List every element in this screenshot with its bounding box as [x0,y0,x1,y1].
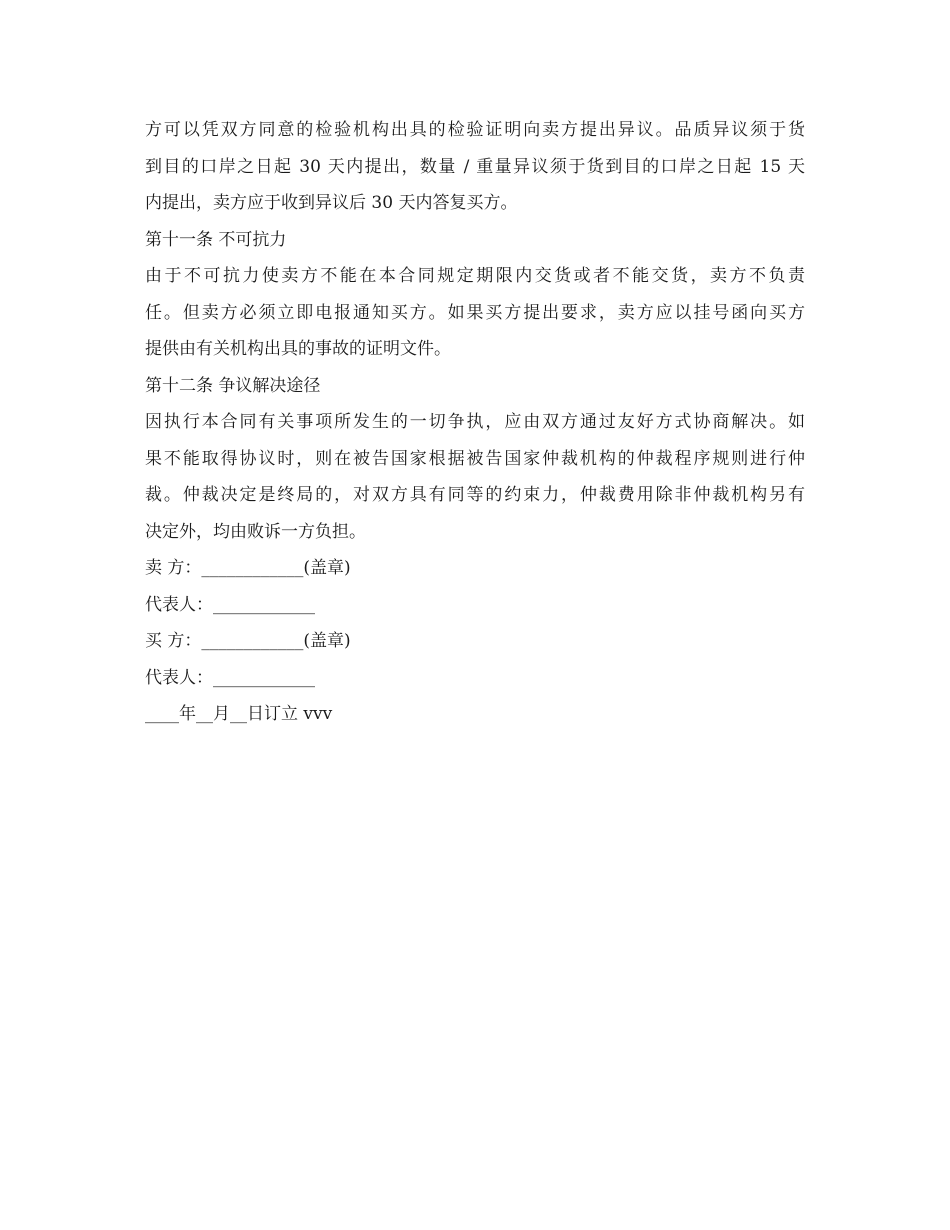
dispute-resolution-paragraph [145,404,805,550]
article-12-heading: 第十二条 争议解决途径 [145,375,321,396]
quality-objection-paragraph [145,112,805,222]
seller-representative-line: 代表人：____________ [145,594,315,615]
paragraph-line: 内提出，卖方应于收到异议后 30 天内答复买方。 [145,193,518,213]
paragraph-line: 到目的口岸之日起 30 天内提出，数量 / 重量异议须于货到目的口岸之日起 15 天 [145,156,805,177]
date-line: ____年__月__日订立 vvv [145,704,333,724]
paragraph-line: 由于不可抗力使卖方不能在本合同规定期限内交货或者不能交货，卖方不负责 [145,266,805,286]
buyer-signature-line: 买 方：____________(盖章) [145,631,351,651]
paragraph-line: 因执行本合同有关事项所发生的一切争执，应由双方通过友好方式协商解决。如 [145,412,805,432]
paragraph-line: 果不能取得协议时，则在被告国家根据被告国家仲裁机构的仲裁程序规则进行仲 [145,448,805,469]
force-majeure-paragraph [145,258,805,368]
paragraph-line: 裁。仲裁决定是终局的，对双方具有同等的约束力，仲裁费用除非仲裁机构另有 [145,485,805,505]
article-11-heading: 第十一条 不可抗力 [145,229,287,250]
buyer-representative-line: 代表人：____________ [145,667,315,688]
seller-signature-line: 卖 方：____________(盖章) [145,558,351,578]
paragraph-line: 提供由有关机构出具的事故的证明文件。 [145,339,451,359]
contract-text [145,112,805,733]
paragraph-line: 决定外，均由败诉一方负担。 [145,521,366,542]
paragraph-line: 任。但卖方必须立即电报通知买方。如果买方提出要求，卖方应以挂号函向买方 [145,302,805,323]
paragraph-line: 方可以凭双方同意的检验机构出具的检验证明向卖方提出异议。品质异议须于货 [145,120,805,140]
signature-block [145,550,805,733]
